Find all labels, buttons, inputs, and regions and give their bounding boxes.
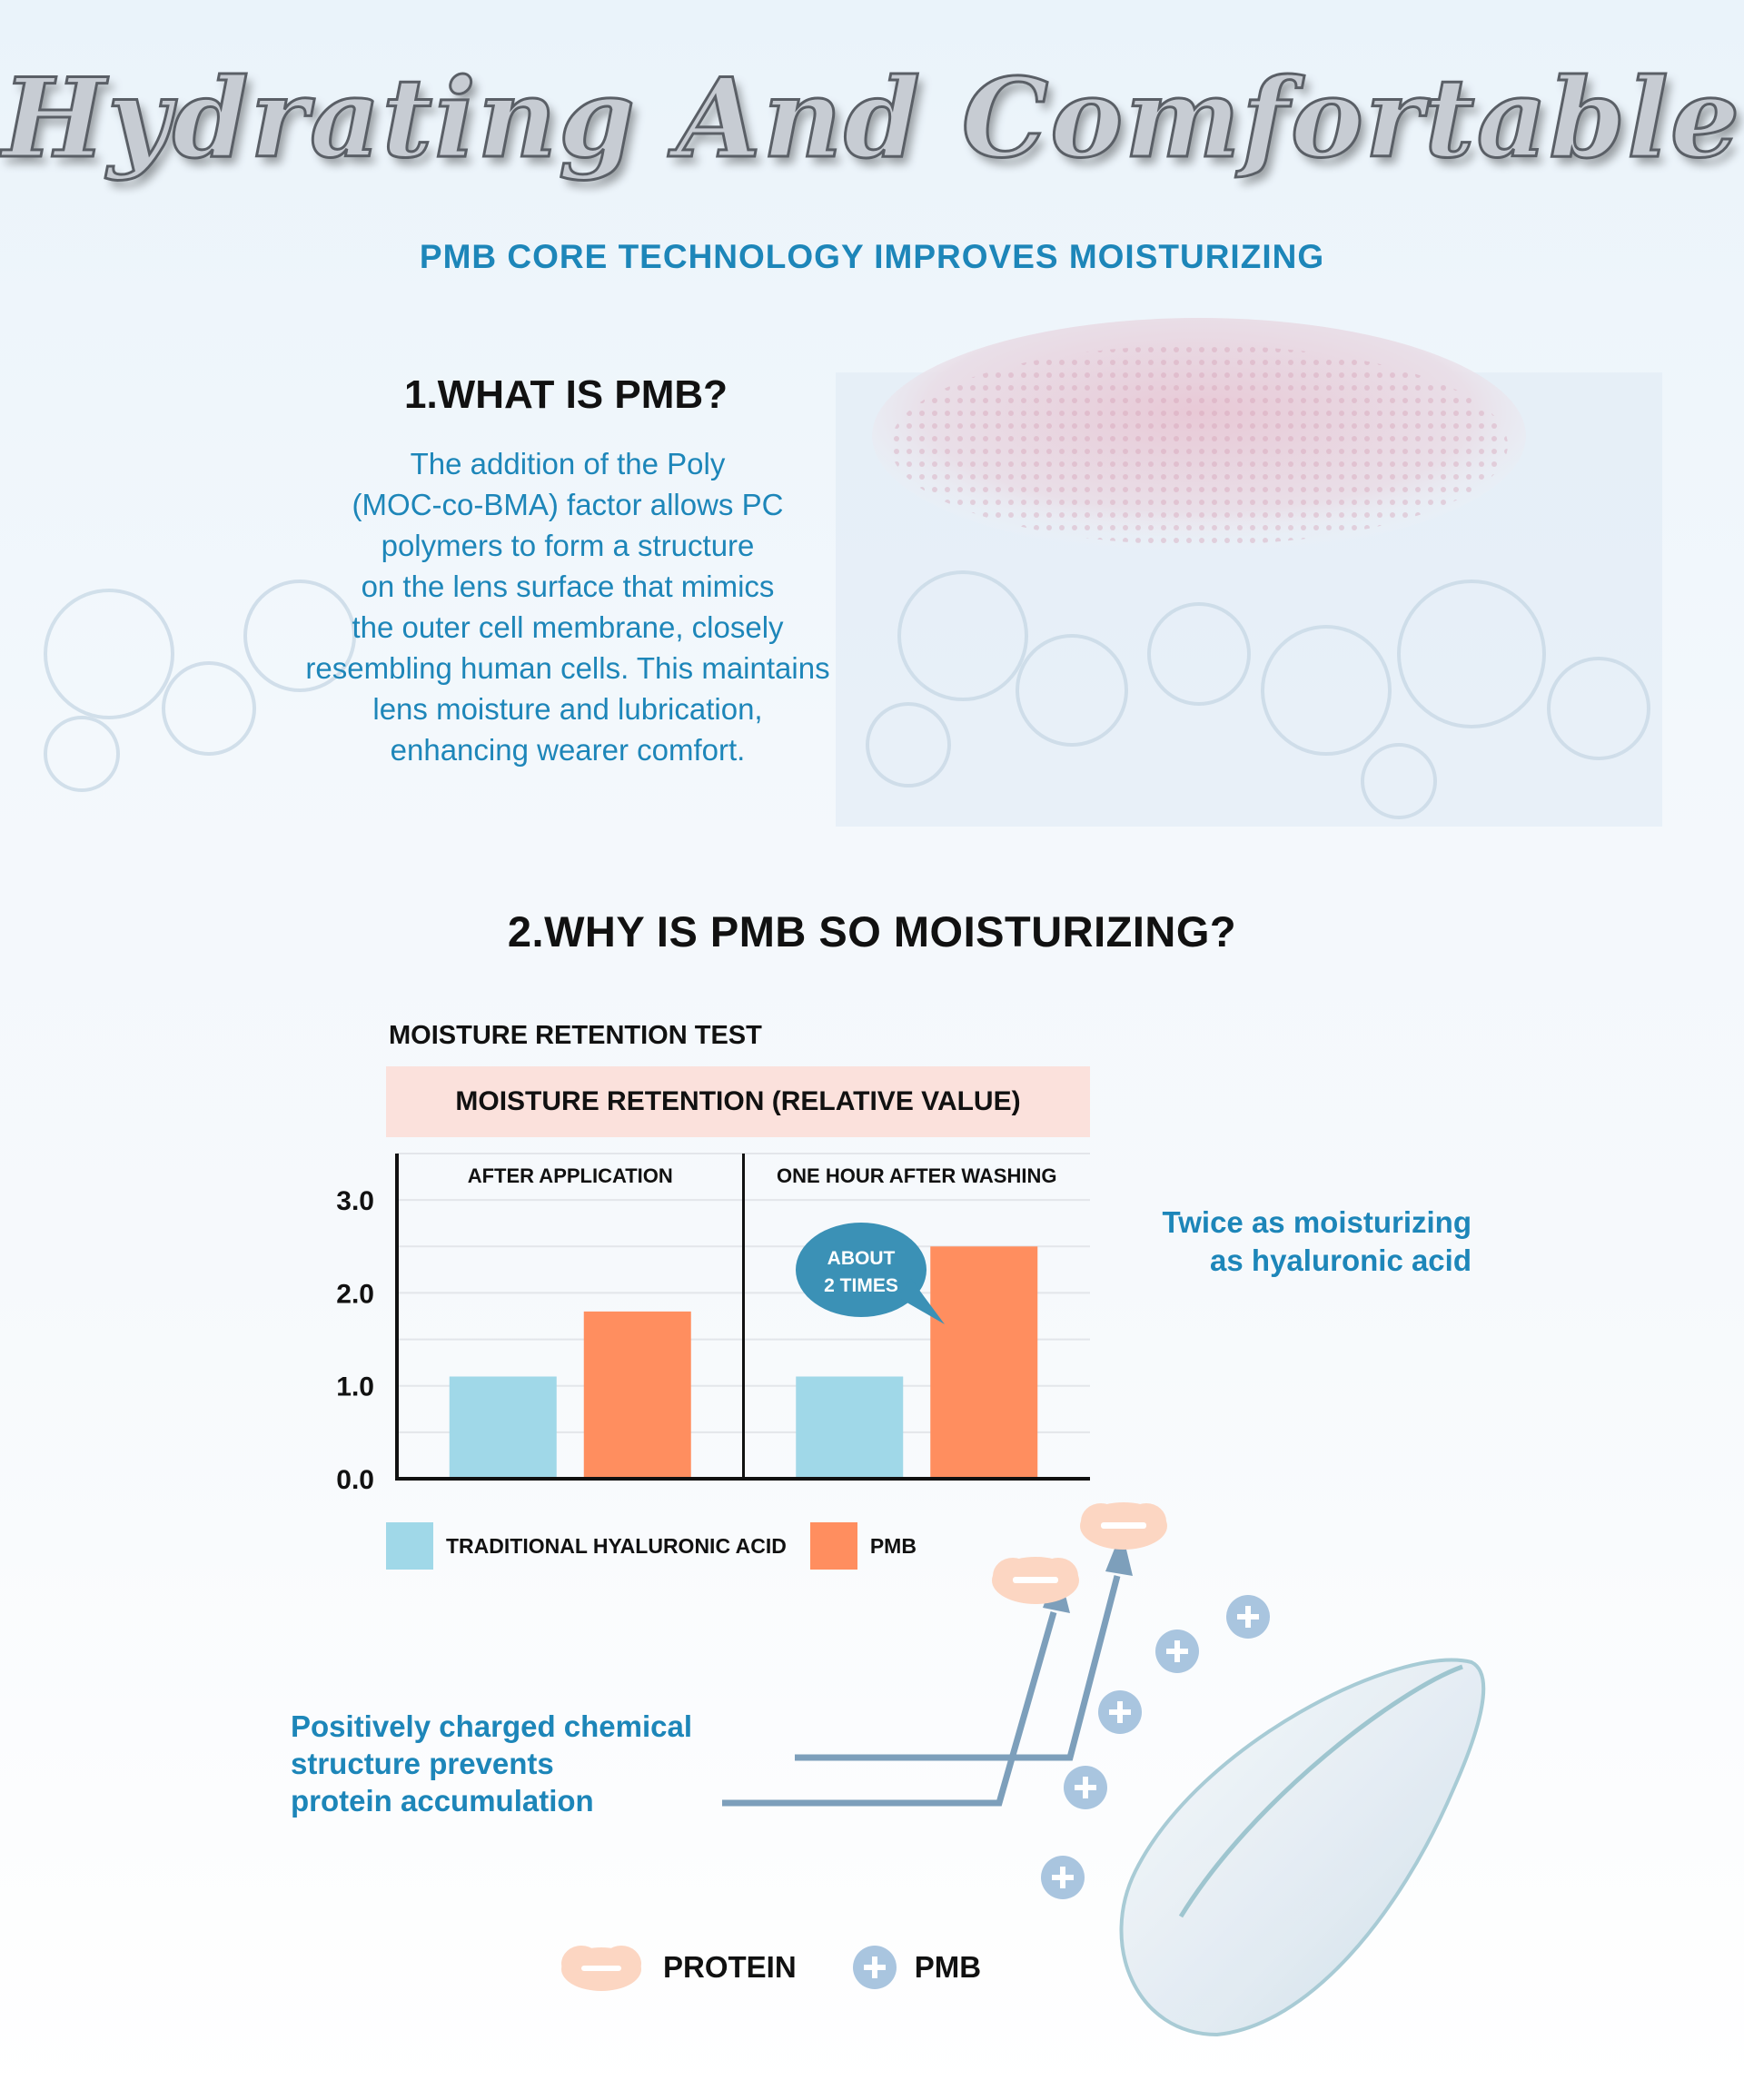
plus-icon bbox=[851, 1944, 898, 1991]
bottom-legend bbox=[556, 1942, 1036, 1993]
category-label: ONE HOUR AFTER WASHING bbox=[777, 1164, 1057, 1187]
callout-bubble bbox=[796, 1223, 926, 1317]
y-tick-label: 2.0 bbox=[336, 1279, 374, 1310]
hero-title: Hydrating And Comfortable bbox=[2, 54, 1742, 183]
legend-label-hyaluronic: TRADITIONAL HYALURONIC ACID bbox=[446, 1533, 787, 1558]
note-left-line: Positively charged chemical bbox=[291, 1709, 693, 1743]
legend-label-pmb: PMB bbox=[869, 1533, 917, 1558]
moisture-chart bbox=[309, 1144, 1108, 1508]
bar bbox=[450, 1376, 557, 1479]
bar bbox=[796, 1376, 903, 1479]
arrow-icon bbox=[795, 1576, 1117, 1758]
callout-label: ABOUT bbox=[827, 1248, 896, 1269]
plus-icon bbox=[1226, 1595, 1270, 1639]
legend-swatch-hyaluronic bbox=[386, 1522, 433, 1570]
section1-line: resembling human cells. This maintains bbox=[305, 651, 830, 685]
plus-icon bbox=[1064, 1766, 1107, 1809]
section1-line: The addition of the Poly bbox=[410, 447, 726, 480]
protein-icon bbox=[556, 1942, 647, 1993]
legend-protein-label: PROTEIN bbox=[663, 1950, 797, 1984]
note-right-line: as hyaluronic acid bbox=[1210, 1243, 1472, 1277]
chart-heading: MOISTURE RETENTION TEST bbox=[389, 1021, 762, 1050]
bar bbox=[584, 1312, 691, 1479]
section1-body bbox=[272, 443, 863, 770]
section2-title: 2.WHY IS PMB SO MOISTURIZING? bbox=[507, 907, 1237, 956]
contact-lens-icon bbox=[1121, 1660, 1483, 2035]
plus-icon bbox=[1155, 1629, 1199, 1673]
section1-line: lens moisture and lubrication, bbox=[372, 692, 763, 726]
legend-pmb-label: PMB bbox=[914, 1950, 982, 1984]
y-tick-label: 1.0 bbox=[336, 1372, 374, 1402]
note-left-line: structure prevents bbox=[291, 1747, 554, 1780]
bar bbox=[930, 1246, 1037, 1479]
protein-icon bbox=[1080, 1502, 1167, 1550]
plus-icon bbox=[1098, 1690, 1142, 1734]
plus-icon bbox=[1041, 1856, 1085, 1899]
y-tick-label: 3.0 bbox=[336, 1186, 374, 1217]
page-subtitle: PMB CORE TECHNOLOGY IMPROVES MOISTURIZING bbox=[419, 238, 1325, 275]
category-label: AFTER APPLICATION bbox=[467, 1164, 673, 1187]
section1-line: the outer cell membrane, closely bbox=[352, 610, 784, 644]
section1-line: polymers to form a structure bbox=[381, 529, 755, 562]
callout-label: 2 TIMES bbox=[824, 1275, 898, 1296]
section1-line: on the lens surface that mimics bbox=[361, 570, 775, 603]
protein-icon bbox=[992, 1557, 1079, 1604]
note-right bbox=[1108, 1204, 1472, 1280]
section1-line: enhancing wearer comfort. bbox=[390, 733, 746, 767]
chart-title: MOISTURE RETENTION (RELATIVE VALUE) bbox=[386, 1066, 1090, 1137]
note-right-line: Twice as moisturizing bbox=[1162, 1205, 1472, 1239]
note-left-line: protein accumulation bbox=[291, 1784, 594, 1818]
arrow-icon bbox=[722, 1612, 1054, 1803]
y-tick-label: 0.0 bbox=[336, 1465, 374, 1495]
section1-line: (MOC-co-BMA) factor allows PC bbox=[352, 488, 784, 521]
section1-title: 1.WHAT IS PMB? bbox=[403, 372, 728, 417]
